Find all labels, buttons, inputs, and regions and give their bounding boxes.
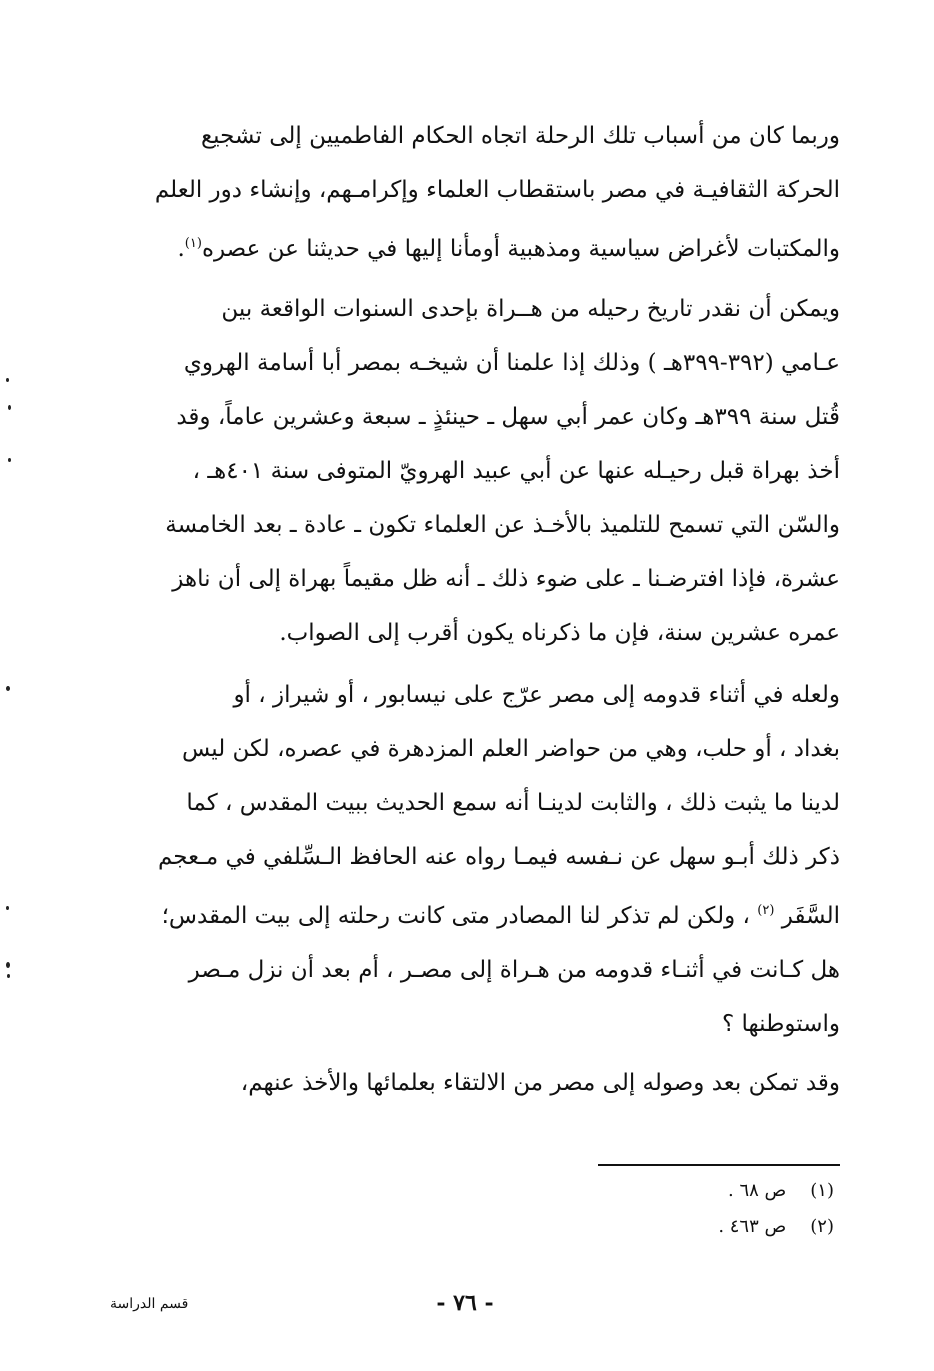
text-line: عشرة، فإذا افترضـنا ـ على ضوء ذلك ـ أنه ظل مقيماً بهراة إلى أن ناهز (172, 566, 840, 592)
scan-speck (8, 458, 11, 462)
text-line: والسّن التي تسمح للتلميذ بالأخـذ عن العلماء تكون ـ عادة ـ بعد الخامسة (165, 512, 840, 538)
paragraph-1 (118, 109, 840, 276)
text-line-content: والمكتبات لأغراض سياسية ومذهبية أومأنا إليها في حديثنا عن عصره (201, 236, 840, 262)
text-line: عمره عشرين سنة، فإن ما ذكرناه يكون أقرب إلى الصواب. (279, 620, 840, 646)
scan-speck (6, 686, 10, 691)
footnote-1 (594, 1178, 834, 1204)
text-line: الحركة الثقافيـة في مصر باستقطاب العلماء وإكرامـهم، وإنشاء دور العلم (154, 177, 840, 203)
text-line: هل كـانت في أثنـاء قدومه من هـراة إلى مصـر ، أم بعد أن نزل مـصر (188, 957, 840, 983)
text-line-start: السَّفَر (781, 903, 840, 929)
footnote-number: (١) (810, 1180, 834, 1201)
paragraph-2 (118, 282, 840, 660)
text-line: عـامي (٣٩٢-٣٩٩هـ ) وذلك إذا علمنا أن شيخـه بمصر أبا أسامة الهروي (183, 350, 840, 376)
text-line: وربما كان من أسباب تلك الرحلة اتجاه الحكام الفاطميين إلى تشجيع (200, 123, 840, 149)
footnote-text: ص ٦٨ . (727, 1180, 787, 1201)
section-label: قسم الدراسة (110, 1296, 189, 1312)
text-line: لدينا ما يثبت ذلك ، والثابت لدينـا أنه سمع الحديث ببيت المقدس ، كما (186, 790, 840, 816)
footnote-2 (594, 1214, 834, 1240)
text-line (118, 217, 840, 276)
page-number: - ٧٦ - (436, 1290, 494, 1316)
footnote-ref-2: (٢) (757, 903, 775, 918)
text-line: قُتل سنة ٣٩٩هـ وكان عمر أبي سهل ـ حينئذٍ ـ سبعة وعشرين عاماً، وقد (176, 404, 840, 430)
scan-speck (6, 906, 9, 910)
scan-speck (6, 378, 9, 382)
text-line (118, 884, 840, 943)
footnote-number: (٢) (810, 1216, 834, 1237)
paragraph-3 (118, 668, 840, 1051)
text-line: ولعله في أثناء قدومه إلى مصر عرّج على نيسابور ، أو شيراز ، أو (233, 682, 840, 708)
text-line: ذكر ذلك أبـو سهل عن نـفسه فيمـا رواه عنه الحافظ الـسِّلفي في مـعجم (157, 844, 840, 870)
text-line: أخذ بهراة قبل رحيـله عنها عن أبي عبيد الهرويّ المتوفى سنة ٤٠١هـ ، (192, 458, 840, 484)
scan-speck (6, 962, 10, 968)
text-line: وقد تمكن بعد وصوله إلى مصر من الالتقاء بعلمائها والأخذ عنهم، (240, 1070, 840, 1096)
footnote-ref-1: (١) (184, 236, 202, 251)
paragraph-4 (118, 1056, 840, 1110)
text-line-rest: ، ولكن لم تذكر لنا المصادر متى كانت رحلته إلى بيت المقدس؛ (161, 903, 750, 929)
footnote-text: ص ٤٦٣ . (718, 1216, 787, 1237)
footnote-separator (598, 1164, 840, 1166)
text-line: ويمكن أن نقدر تاريخ رحيله من هــراة بإحدى السنوات الواقعة بين (221, 296, 840, 322)
text-line: بغداد ، أو حلب، وهي من حواضر العلم المزدهرة في عصره، لكن ليس (181, 736, 840, 762)
scan-speck (8, 405, 11, 410)
scan-speck (7, 974, 10, 978)
line-end: . (177, 236, 185, 262)
text-line: واستوطنها ؟ (722, 1011, 840, 1037)
